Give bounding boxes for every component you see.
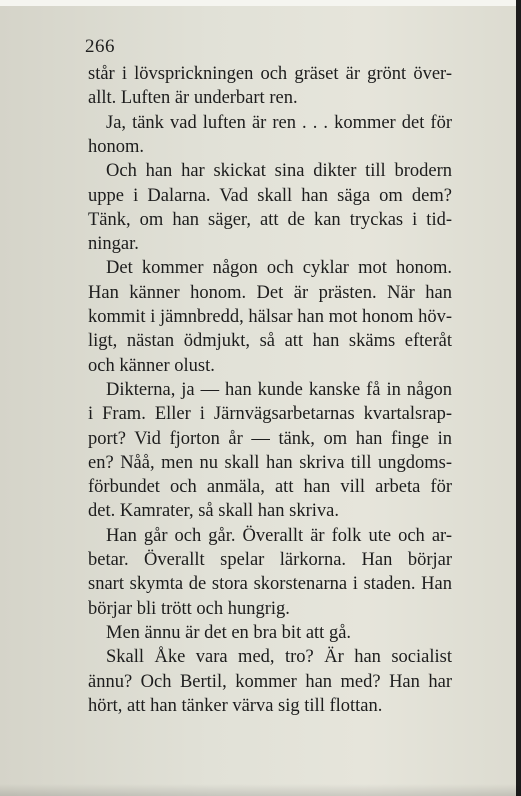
page-top-edge: [0, 0, 521, 6]
text-line: börjar bli trött och hungrig.: [88, 598, 290, 619]
text-line: Tänk, om han säger, att de kan tryckas i tid-: [88, 209, 452, 230]
text-line: honom.: [88, 136, 145, 157]
text-line: Ja, tänk vad luften är ren . . . kommer det för: [106, 112, 452, 133]
page-bottom-shadow: [0, 784, 521, 796]
text-line: kommit i jämnbredd, hälsar han mot honom höv-: [88, 307, 452, 327]
text-line: Men ännu är det en bra bit att gå.: [106, 622, 352, 643]
text-line: ningar.: [88, 234, 139, 255]
text-line: i Fram. Eller i Järnvägsarbetarnas kvartalsrap-: [88, 404, 452, 425]
text-line: Skall Åke vara med, tro? Är han socialist: [106, 647, 452, 668]
text-line: förbundet och anmäla, att han vill arbeta för: [88, 477, 452, 498]
text-line: uppe i Dalarna. Vad skall han säga om dem?: [88, 185, 452, 206]
text-line: det. Kamrater, så skall han skriva.: [88, 501, 339, 522]
text-line: Han går och går. Överallt är folk ute och ar-: [106, 525, 452, 546]
text-line: hört, att han tänker värva sig till flottan.: [88, 695, 383, 716]
text-line: står i lövsprickningen och gräset är grönt över-: [88, 64, 452, 84]
text-line: allt. Luften är underbart ren.: [88, 88, 298, 109]
page-right-edge: [516, 0, 521, 796]
text-line: ligt, nästan ödmjukt, så att han skäms efteråt: [88, 331, 452, 352]
text-line: en? Nåå, men nu skall han skriva till ungdoms-: [88, 452, 452, 473]
text-line: Det kommer någon och cyklar mot honom.: [106, 258, 452, 279]
text-line: och känner olust.: [88, 355, 215, 376]
text-line: snart skymta de stora skorstenarna i staden. Han: [88, 574, 452, 595]
text-line: port? Vid fjorton år — tänk, om han finge in: [88, 428, 452, 449]
text-line: betar. Överallt spelar lärkorna. Han börjar: [88, 550, 452, 570]
text-line: Och han har skickat sina dikter till brodern: [106, 161, 452, 182]
page-number: 266: [85, 36, 115, 57]
text-line: Han känner honom. Det är prästen. När han: [88, 282, 452, 303]
text-line: ännu? Och Bertil, kommer han med? Han har: [88, 671, 452, 692]
text-line: Dikterna, ja — han kunde kanske få in någon: [106, 379, 452, 400]
